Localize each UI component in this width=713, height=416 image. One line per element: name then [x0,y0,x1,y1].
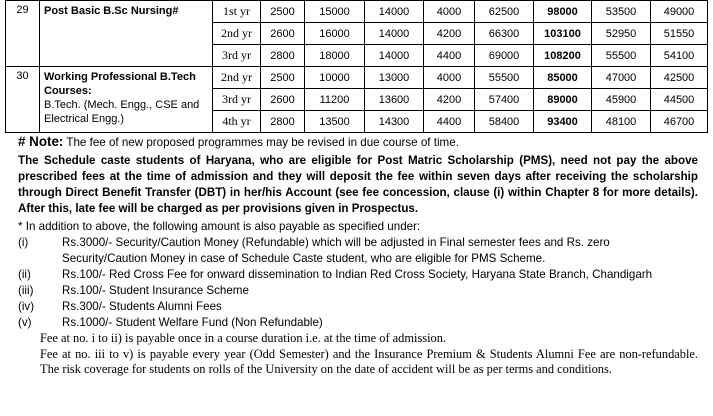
table-row [6,1,708,23]
serial-number-cell: 29 [6,1,40,67]
fee-cell: 54100 [651,45,708,67]
list-item [18,283,698,299]
table-row [6,67,708,89]
fee-cell: 14300 [365,111,424,133]
course-title: Working Professional B.Tech Courses: [44,71,196,97]
item-text: Rs.300/- Students Alumni Fees [62,300,222,313]
item-number: (ii) [18,268,31,281]
year-cell: 4th yr [213,111,261,133]
fee-cell: 4200 [424,23,475,45]
fee-cell: 44500 [651,89,708,111]
fee-cell: 42500 [651,67,708,89]
fee-para-yearly: Fee at no. iii to v) is payable every year (Odd Semester) and the Insurance Premium & Students Alumni Fee are non-refundable. The risk coverage for students on rolls of the University on the date of accident will be as per terms and conditions. [40,346,698,376]
fee-cell: 4400 [424,111,475,133]
fee-cell: 45900 [592,89,651,111]
fee-cell: 89000 [534,89,592,111]
item-text: Rs.100/- Student Insurance Scheme [62,284,249,297]
fee-cell: 14000 [365,1,424,23]
fee-cell: 2600 [261,89,305,111]
fee-cell: 48100 [592,111,651,133]
fee-cell: 53500 [592,1,651,23]
fee-cell: 15000 [305,1,365,23]
sc-scholarship-note: The Schedule caste students of Haryana, who are eligible for Post Matric Scholarship (PMS), need not pay the above prescribed fees at the time of admission and they will deposit the fee within seven days after receiving the scholarship through Direct Benefit Transfer (DBT) in her/his Account (see fee concession, clause (i) within Chapter 8 for more details). After this, late fee will be charged as per provisions given in Prospectus. [18,154,698,215]
fee-cell: 52950 [592,23,651,45]
list-item [18,235,698,267]
fee-cell: 98000 [534,1,592,23]
course-title: Post Basic B.Sc Nursing# [44,5,179,17]
fee-cell: 10000 [305,67,365,89]
fee-cell: 46700 [651,111,708,133]
fee-cell: 16000 [305,23,365,45]
note-heading: # Note: [18,134,64,149]
fee-cell: 13000 [365,67,424,89]
fee-cell: 11200 [305,89,365,111]
fee-cell: 13600 [365,89,424,111]
fee-cell: 4000 [424,67,475,89]
item-number: (i) [18,236,29,249]
fee-cell: 14000 [365,23,424,45]
fee-cell: 108200 [534,45,592,67]
notes-section [18,134,698,378]
fee-cell: 18000 [305,45,365,67]
fee-cell: 13500 [305,111,365,133]
year-cell: 3rd yr [213,45,261,67]
item-text: Rs.100/- Red Cross Fee for onward dissemination to Indian Red Cross Society, Haryana State Branch, Chandigarh [62,268,653,281]
course-subtitle: B.Tech. (Mech. Engg., CSE and Electrical Engg.) [44,99,200,125]
item-number: (iv) [18,300,35,313]
fee-cell: 14000 [365,45,424,67]
fee-cell: 2800 [261,111,305,133]
year-cell: 2nd yr [213,23,261,45]
list-item [18,267,698,283]
course-name-cell [40,67,213,133]
fee-cell: 2800 [261,45,305,67]
additional-items-list [18,235,698,331]
fee-cell: 58400 [475,111,534,133]
fee-cell: 55500 [475,67,534,89]
list-item [18,315,698,331]
fee-cell: 2500 [261,67,305,89]
year-cell: 2nd yr [213,67,261,89]
item-number: (v) [18,316,32,329]
fee-cell: 66300 [475,23,534,45]
year-cell: 1st yr [213,1,261,23]
list-item [18,299,698,315]
course-name-cell [40,1,213,67]
note-text: The fee of new proposed programmes may be revised in due course of time. [66,136,459,149]
item-number: (iii) [18,284,34,297]
fee-cell: 85000 [534,67,592,89]
note-line [18,134,698,151]
fee-cell: 4400 [424,45,475,67]
fee-cell: 55500 [592,45,651,67]
serial-number-cell: 30 [6,67,40,133]
fee-cell: 49000 [651,1,708,23]
fee-cell: 103100 [534,23,592,45]
fee-cell: 2500 [261,1,305,23]
additional-intro: * In addition to above, the following amount is also payable as specified under: [18,220,421,233]
fee-cell: 69000 [475,45,534,67]
fee-cell: 2600 [261,23,305,45]
fee-cell: 93400 [534,111,592,133]
fee-cell: 62500 [475,1,534,23]
item-text: Rs.3000/- Security/Caution Money (Refundable) which will be adjusted in Final semester fees and Rs. zero Security/Caution Money in case of Schedule Caste student, who are eligible for PMS Scheme. [62,236,610,265]
fee-cell: 57400 [475,89,534,111]
fee-cell: 47000 [592,67,651,89]
fee-cell: 51550 [651,23,708,45]
fee-cell: 4200 [424,89,475,111]
fee-cell: 4000 [424,1,475,23]
fee-table [5,0,708,133]
year-cell: 3rd yr [213,89,261,111]
fee-para-once: Fee at no. i to ii) is payable once in a course duration i.e. at the time of admission. [40,331,447,345]
item-text: Rs.1000/- Student Welfare Fund (Non Refundable) [62,316,323,329]
